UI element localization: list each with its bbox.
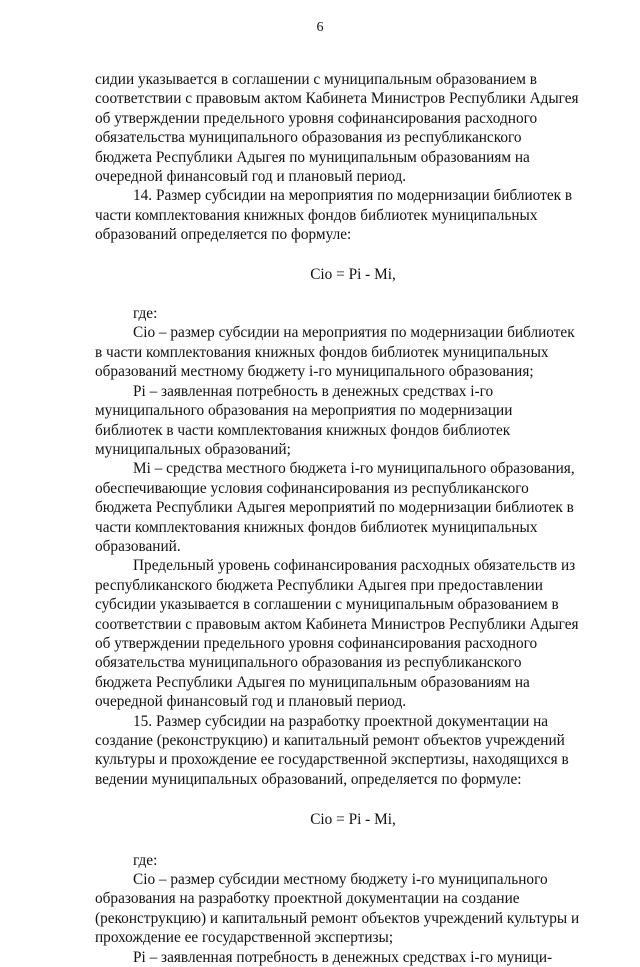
definition-pi-1: Pi – заявленная потребность в денежных средствах i-го муниципального образования на мероприятия по модернизации библиотек в части комплектования книжных фондов библиотек муниципальных образований; bbox=[95, 382, 513, 458]
definition-pi-2: Pi – заявленная потребность в денежных средствах i-го муници- bbox=[133, 948, 553, 966]
page-number: 6 bbox=[316, 20, 324, 35]
paragraph-item-14: 14. Размер субсидии на мероприятия по модернизации библиотек в части комплектования книжных фондов библиотек муниципальных образований определяется по формуле: bbox=[95, 187, 573, 244]
paragraph-item-15: 15. Размер субсидии на разработку проектной документации на создание (реконструкцию) и капитальный ремонт объектов учреждений культуры и прохождение ее государственной экспертизы, находящихся в ведении муниципальных образований, определяется по формуле: bbox=[95, 712, 569, 788]
formula-2: Cio = Pi - Mi, bbox=[310, 811, 396, 829]
definition-mi-1: Mi – средства местного бюджета i-го муниципального образования, обеспечивающие условия софинансирования из республиканского бюджета Республики Адыгея мероприятий по модернизации библиотек в части комплектования книжных фондов библиотек муниципальных образований. bbox=[95, 460, 575, 555]
where-label-2: где: bbox=[133, 851, 158, 869]
paragraph-cofinancing-limit: Предельный уровень софинансирования расходных обязательств из республиканского бюджета Республики Адыгея при предоставлении субсидии указывается в соглашении с муниципальным образованием в соответствии с правовым актом Кабинета Министров Республики Адыгея об утверждении предельного уровня софинансирования расходного обязательства муниципального образования из республиканского бюджета Республики Адыгея по муниципальным образованиям на очередной финансовый год и плановый период. bbox=[95, 557, 579, 711]
paragraph-continuation: сидии указывается в соглашении с муниципальным образованием в соответствии с правовым актом Кабинета Министров Республики Адыгея об утверждении предельного уровня софинансирования расходного обязательства муниципального образования из республиканского бюджета Республики Адыгея по муниципальным образованиям на очередной финансовый год и плановый период. bbox=[95, 71, 579, 186]
document-body bbox=[95, 70, 581, 967]
definition-cio-2: Cio – размер субсидии местному бюджету i-го муниципального образования на разработку проектной документации на создание (реконструкцию) и капитальный ремонт объектов учреждений культуры и прохождение ее государственной экспертизы; bbox=[95, 871, 580, 947]
formula-1: Cio = Pi - Mi, bbox=[310, 265, 396, 283]
where-label-1: где: bbox=[133, 305, 158, 323]
definition-cio-1: Cio – размер субсидии на мероприятия по модернизации библиотек в части комплектования книжных фондов библиотек муниципальных образований местному бюджету i-го муниципального образования; bbox=[95, 324, 575, 381]
